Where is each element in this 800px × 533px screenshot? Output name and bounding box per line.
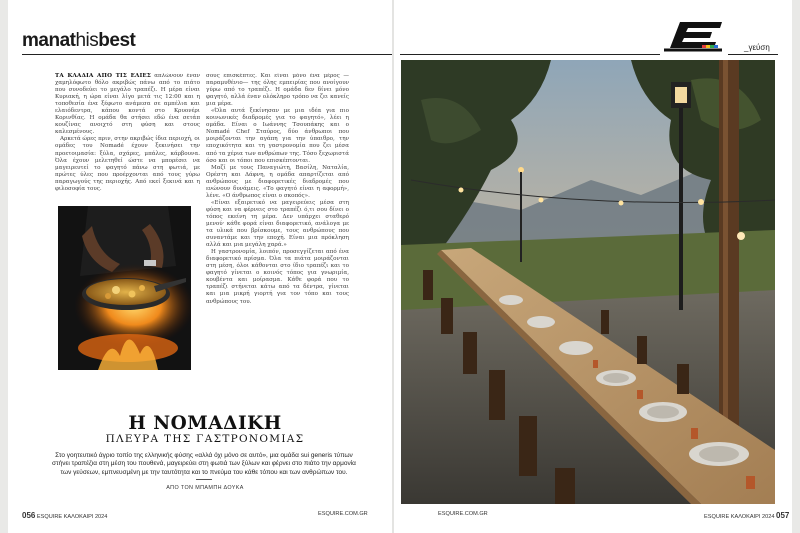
- article-standfirst: Στο γοητευτικό άγριο τοπίο της ελληνικής φύσης «αλλά όχι μόνο σε αυτό», μια ομάδα sui generis τύπων στήνει τραπέζια στη μέση του πουθενά, μαγειρεύει στη φωτιά των ξύλων και φέρνει στο πιάτο την αρμονία των γεύσεων, εμπνευσμένη με την ταυτότητα και το πνεύμα του κάθε τόπου και των ανθρώπων του.: [52, 452, 356, 476]
- folio-website-left: ESQUIRE.COM.GR: [318, 511, 368, 517]
- brand-part-man: man: [22, 30, 60, 51]
- esquire-e-mark-icon: [662, 20, 724, 52]
- body-text-4: «Όλα αυτά ξεκίνησαν με μια ιδέα για πιο κοινωνικές διαδρομές για το φαγητό», λέει η ομάδα. Είναι ο Ιωάννης Τσουπάκης και ο Nomadé Chef Σταύρος, δύο άνθρωποι που μοιράζονται την αγάπη για την ύπαιθρο, την εποχικότητα και τη γαστρονομία που ζει μέσα από τα χέρια των ανθρώπων της. Τόσο ξεχωριστά όσο και οι τόποι που επισκέπτονται.: [206, 108, 349, 164]
- section-tag: _γεύση: [744, 43, 770, 52]
- body-text-7: Η γαστρονομία, λοιπόν, προσεγγίζεται από ένα διαφορετικό πρίσμα. Όλα τα πιάτα μοιράζονται στη μέση, όλοι κάθονται στο ίδιο τραπέζι και το φαγητό γίνεται ο κοινός τόπος για γνωριμία, κουβέντα και μοίρασμα. Κάθε φορά που το τραπέζι στήνεται κάτω από τα δέντρα, γίνεται και μια μικρή γιορτή για τον τόπο και τους ανθρώπους του.: [206, 249, 349, 305]
- body-column-right: [206, 73, 349, 399]
- header-rule-left: [22, 54, 392, 55]
- body-text-5: Μαζί με τους Παναγιώτη, Βασίλη, Ναταλία, Ορέστη και Δάφνη, η ομάδα απαρτίζεται από ανθρώπους με διαφορετικές διαδρομές που ενώνουν δυνάμεις. «Το φαγητό είναι η αφορμή», λένε. «Ο άνθρωπος είναι ο σκοπός».: [206, 164, 349, 199]
- lead-in: ΤΑ ΚΛΑΔΙΑ ΑΠΟ ΤΙΣ ΕΛΙΕΣ: [55, 73, 152, 79]
- folio-right: [704, 511, 789, 520]
- header-rule-tail: [728, 54, 778, 55]
- brand-part-his: his: [75, 30, 99, 51]
- body-text-1: απλώνουν έναν χαμηλόφωτο θόλο ακριβώς πάνω από το πιάτο που συνοδεύει το μεγάλο τραπέζι. Η μέρα είναι Κυριακή, η ώρα είναι λίγο μετά τις 12:00 και η τοποθεσία ένα ξέφωτο ανάμεσα σε αμπέλια και ελαιόδεντρα, κάπου κοντά στο Κρυονέρι Κορινθίας. Η ομάδα θα στήσει εδώ ένα σετάπ κουζίνας ανοιχτό στη φύση και στους καλεσμένους.: [55, 73, 200, 136]
- article-byline: ΑΠΟ ΤΟΝ ΜΠΑΜΠΗ ΔΟΥΚΑ: [166, 485, 244, 491]
- body-text-6: «Είναι εξαιρετικό να μαγειρεύεις μέσα στη φύση και να φέρνεις στο τραπέζι ό,τι σου δίνει ο τόπος εκείνη τη μέρα. Δεν υπάρχει σταθερό μενού· κάθε φορά είναι διαφορετικό, ανάλογα με τα υλικά που βρίσκουμε, τους ανθρώπους που συναντάμε και την εποχή. Είναι μια πρόκληση αλλά και μια μεγάλη χαρά.»: [206, 199, 349, 249]
- page-number-right: 057: [776, 511, 790, 520]
- brand-part-best: best: [98, 30, 136, 51]
- chef-cooking-photo: [58, 206, 191, 370]
- folio-left: [22, 511, 107, 520]
- section-brand: [22, 30, 135, 52]
- body-column-left: [55, 73, 200, 203]
- body-text-2: Αρκετά ώρες πριν, στην ακριβώς ίδια περιοχή, οι ομάδες του Nomadé έχουν ξεκινήσει την προετοιμασία: ξύλα, σχάρες, μπάλες, κάρβουνα. Όλα έχουν μελετηθεί ώστε να μπορέσει να μαγειρευτεί το φαγητό πάνω στη φωτιά, με πρώτες ύλες που προέρχονται από τους γύρω παραγωγούς της περιοχής. Από εκεί ξεκινά και η φιλοσοφία τους.: [55, 136, 200, 192]
- header-rule-right: [400, 54, 660, 55]
- byline-rule: [196, 479, 212, 480]
- page-gutter: [392, 0, 394, 533]
- brand-part-at: at: [59, 30, 76, 51]
- issue-label-left: ESQUIRE ΚΑΛΟΚΑΙΡΙ 2024: [36, 514, 108, 520]
- page-number-left: 056: [22, 511, 36, 520]
- folio-website-right: ESQUIRE.COM.GR: [438, 511, 488, 517]
- issue-label-right: ESQUIRE ΚΑΛΟΚΑΙΡΙ 2024: [704, 514, 775, 520]
- dinner-table-photo: [401, 60, 775, 504]
- article-headline: Η ΝΟΜΑΔΙΚΗ: [128, 413, 282, 434]
- article-subhead: ΠΛΕΥΡΑ ΤΗΣ ΓΑΣΤΡΟΝΟΜΙΑΣ: [105, 433, 305, 445]
- body-text-3: σους επισκέπτες. Και είναι μόνο ένα μέρος —παραμυθένιο— της όλης εμπειρίας που ανοίγουν γύρω από το τραπέζι. Η ομάδα δεν δίνει μόνο φαγητό, αλλά έναν ολόκληρο τρόπο να ζει κανείς μια μέρα.: [206, 73, 349, 108]
